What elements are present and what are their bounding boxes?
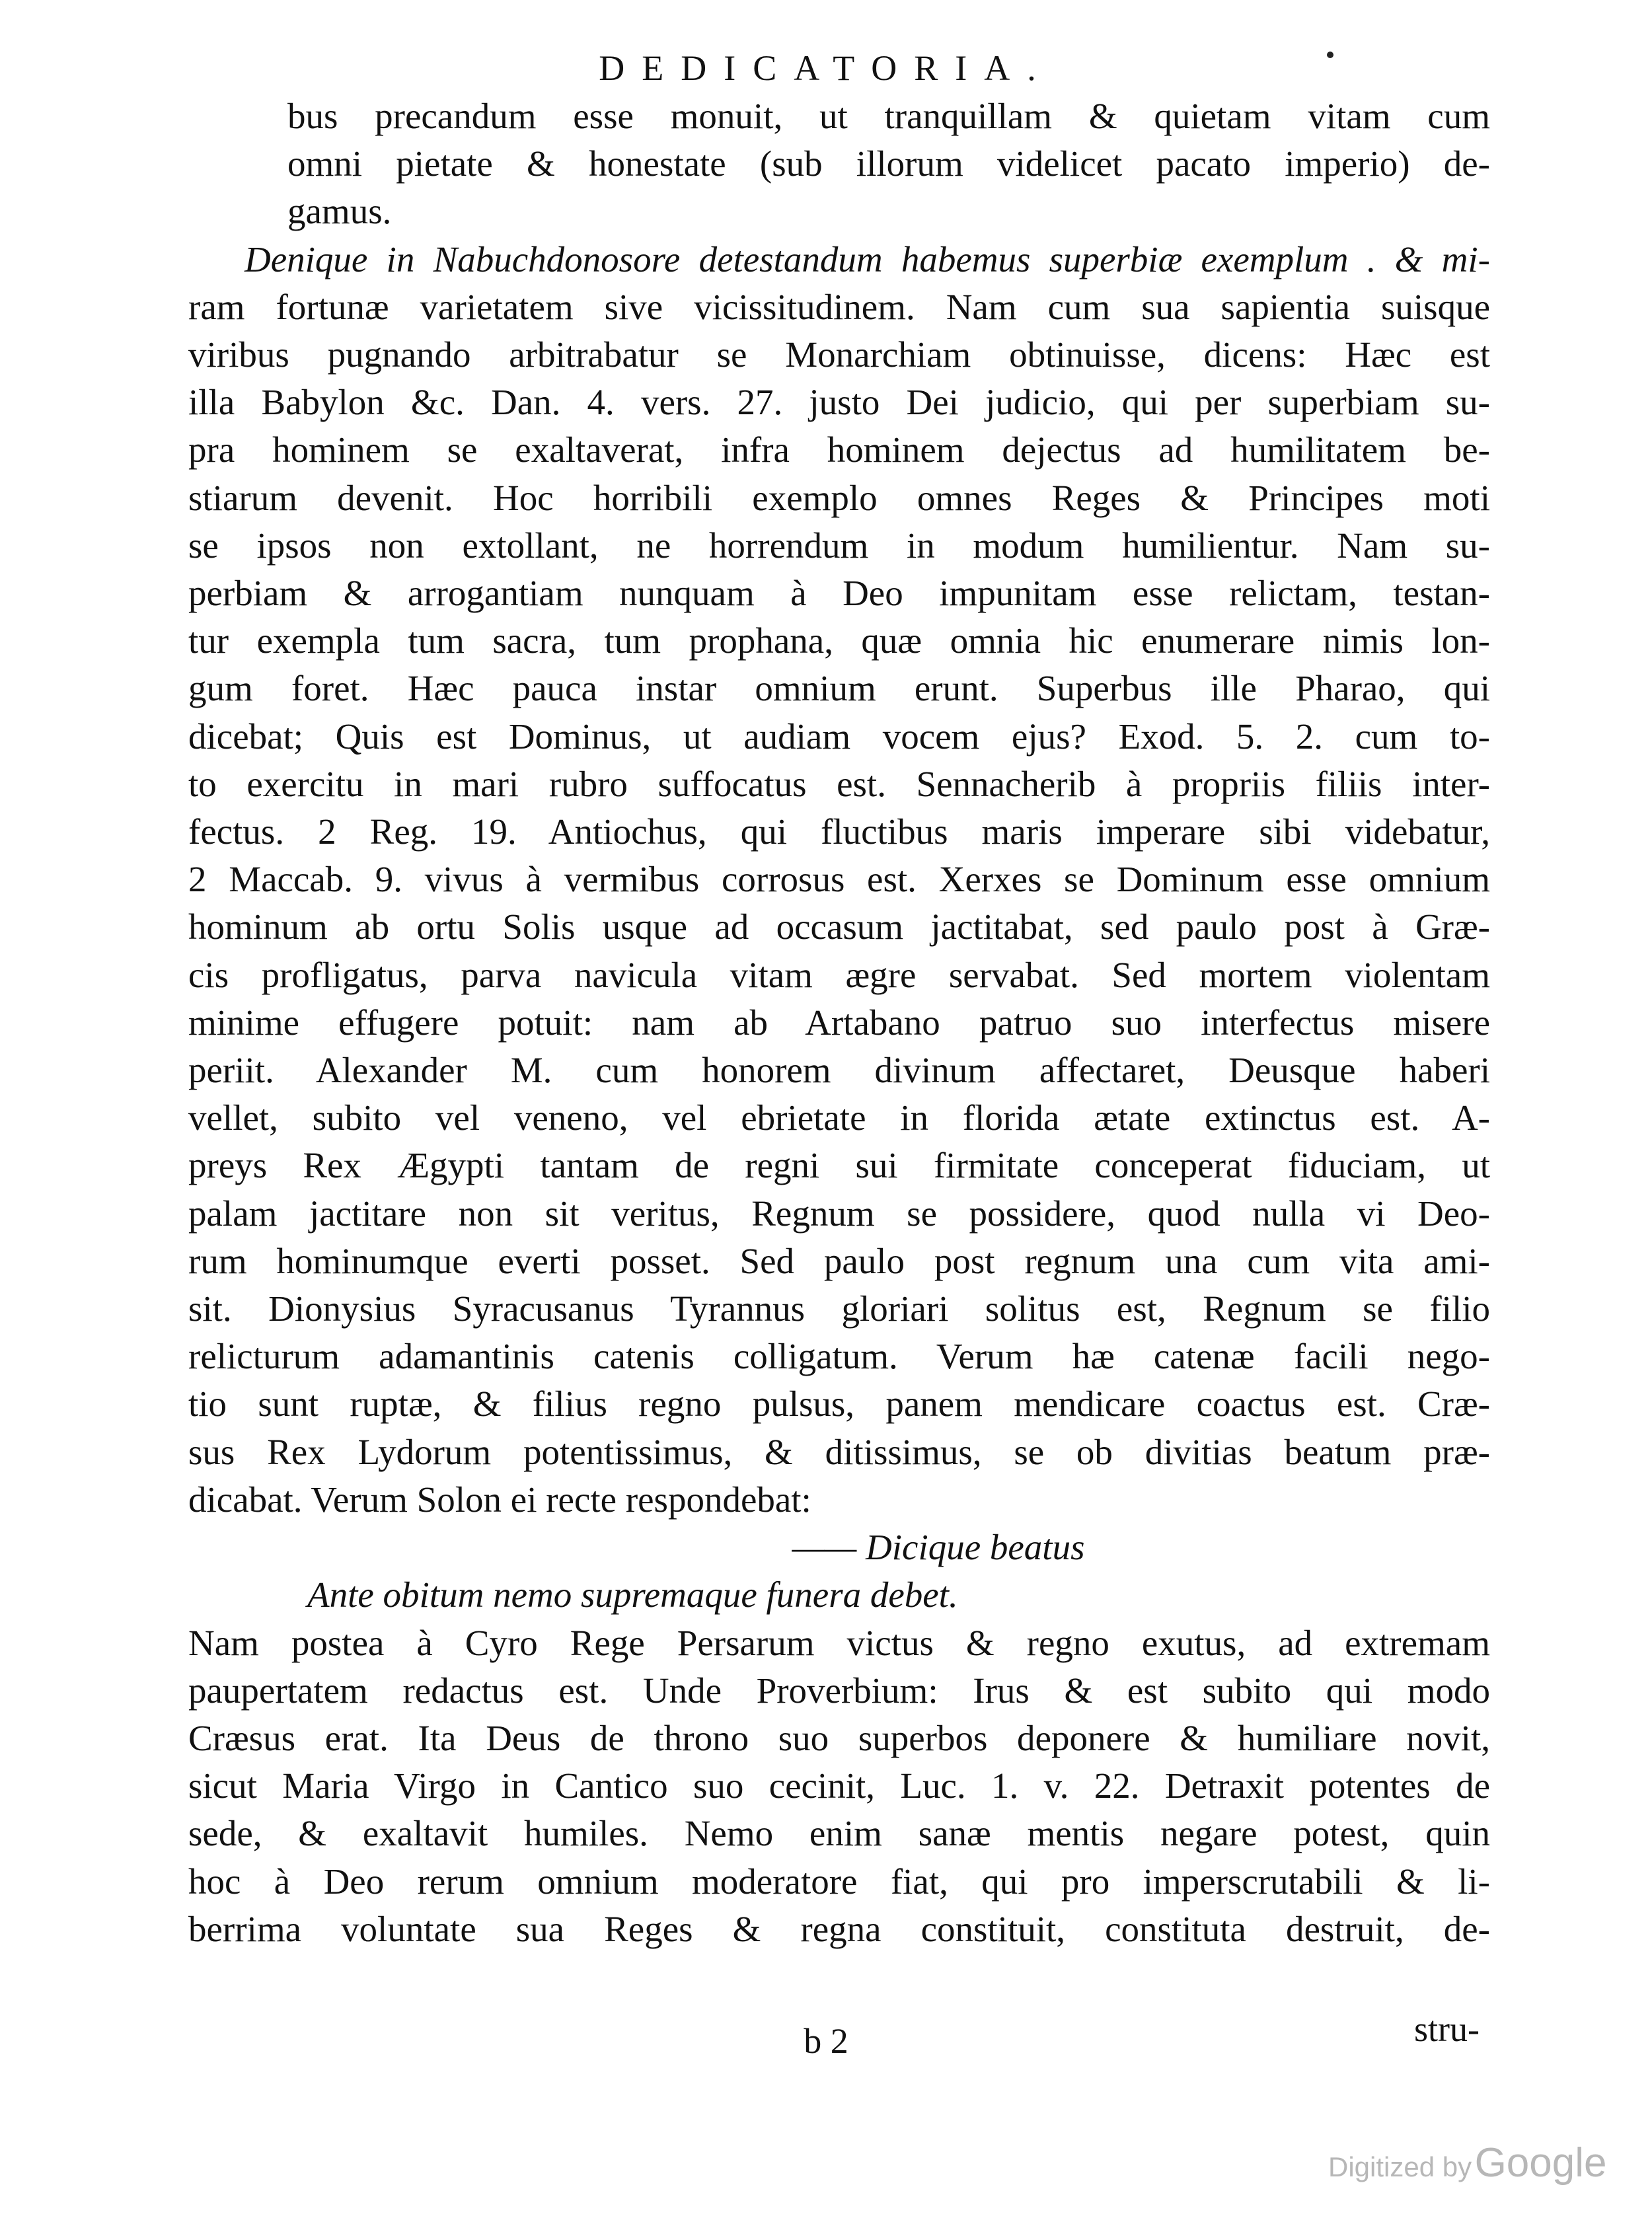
- text-line: ram fortunæ varietatem sive vicissitudinem. Nam cum sua sapientia suisque: [188, 286, 1490, 327]
- text-line: Denique in Nabuchdonosore detestandum habemus superbiæ exemplum . & mi-: [244, 239, 1490, 279]
- text-line: periit. Alexander M. cum honorem divinum affectaret, Deusque haberi: [188, 1050, 1490, 1091]
- text-line: minime effugere potuit: nam ab Artabano patruo suo interfectus misere: [188, 1002, 1490, 1043]
- text-line: preys Rex Ægypti tantam de regni sui firmitate conceperat fiduciam, ut: [188, 1145, 1490, 1186]
- ink-speck: [1327, 52, 1333, 58]
- text-line: palam jactitare non sit veritus, Regnum se possidere, quod nulla vi Deo-: [188, 1193, 1490, 1234]
- text-line: paupertatem redactus est. Unde Proverbium: Irus & est subito qui modo: [188, 1670, 1490, 1711]
- text-line: to exercitu in mari rubro suffocatus est. Sennacherib à propriis filiis inter-: [188, 763, 1490, 804]
- text-line: stiarum devenit. Hoc horribili exemplo omnes Reges & Principes moti: [188, 477, 1490, 518]
- text-line: sede, & exaltavit humiles. Nemo enim sanæ mentis negare potest, quin: [188, 1813, 1490, 1854]
- text-line: sicut Maria Virgo in Cantico suo cecinit, Luc. 1. v. 22. Detraxit potentes de: [188, 1765, 1490, 1806]
- text-line: fectus. 2 Reg. 19. Antiochus, qui fluctibus maris imperare sibi videbatur,: [188, 811, 1490, 852]
- text-line: viribus pugnando arbitrabatur se Monarchiam obtinuisse, dicens: Hæc est: [188, 334, 1490, 375]
- text-line: gum foret. Hæc pauca instar omnium erunt. Superbus ille Pharao, qui: [188, 668, 1490, 709]
- verse-line: Ante obitum nemo supremaque funera debet.: [307, 1575, 958, 1615]
- text-line: se ipsos non extollant, ne horrendum in modum humilientur. Nam su-: [188, 525, 1490, 566]
- text-line: vellet, subito vel veneno, vel ebrietate in florida ætate extinctus est. A-: [188, 1097, 1490, 1138]
- text-line: rum hominumque everti posset. Sed paulo post regnum una cum vita ami-: [188, 1240, 1490, 1281]
- text-line: tur exempla tum sacra, tum prophana, quæ omnia hic enumerare nimis lon-: [188, 620, 1490, 661]
- digitized-watermark: [1328, 2139, 1607, 2186]
- running-header: DEDICATORIA.: [599, 48, 1053, 88]
- text-line: relicturum adamantinis catenis colligatum. Verum hæ catenæ facili nego-: [188, 1336, 1490, 1377]
- text-line: Cræsus erat. Ita Deus de throno suo superbos deponere & humiliare novit,: [188, 1717, 1490, 1758]
- text-line: hominum ab ortu Solis usque ad occasum jactitabat, sed paulo post à Græ-: [188, 907, 1490, 947]
- text-line: omni pietate & honestate (sub illorum videlicet pacato imperio) de-: [287, 143, 1490, 184]
- signature-mark: b 2: [804, 2021, 848, 2061]
- text-line: 2 Maccab. 9. vivus à vermibus corrosus est. Xerxes se Dominum esse omnium: [188, 859, 1490, 900]
- body-text: [188, 93, 1490, 1953]
- text-line: berrima voluntate sua Reges & regna constituit, constituta destruit, de-: [188, 1908, 1490, 1949]
- text-line: illa Babylon &c. Dan. 4. vers. 27. justo Dei judicio, qui per superbiam su-: [188, 382, 1490, 423]
- text-line: tio sunt ruptæ, & filius regno pulsus, panem mendicare coactus est. Cræ-: [188, 1384, 1490, 1425]
- watermark-brand: Google: [1474, 2140, 1607, 2186]
- text-line: bus precandum esse monuit, ut tranquillam & quietam vitam cum: [287, 96, 1490, 136]
- text-line: hoc à Deo rerum omnium moderatore fiat, qui pro imperscrutabili & li-: [188, 1861, 1490, 1902]
- verse-line: —— Dicique beatus: [792, 1527, 1085, 1568]
- text-line: gamus.: [287, 191, 392, 232]
- text-line: dicebat; Quis est Dominus, ut audiam vocem ejus? Exod. 5. 2. cum to-: [188, 716, 1490, 757]
- text-line: Nam postea à Cyro Rege Persarum victus & regno exutus, ad extremam: [188, 1622, 1490, 1663]
- text-line: pra hominem se exaltaverat, infra hominem dejectus ad humilitatem be-: [188, 429, 1490, 470]
- text-line: sus Rex Lydorum potentissimus, & ditissimus, se ob divitias beatum præ-: [188, 1431, 1490, 1472]
- catchword: stru-: [1414, 2009, 1480, 2049]
- text-line: sit. Dionysius Syracusanus Tyrannus gloriari solitus est, Regnum se filio: [188, 1288, 1490, 1329]
- watermark-prefix: Digitized by: [1328, 2151, 1472, 2182]
- text-line: dicabat. Verum Solon ei recte respondebat:: [188, 1479, 811, 1520]
- text-line: perbiam & arrogantiam nunquam à Deo impunitam esse relictam, testan-: [188, 573, 1490, 614]
- text-line: cis profligatus, parva navicula vitam ægre servabat. Sed mortem violentam: [188, 954, 1490, 995]
